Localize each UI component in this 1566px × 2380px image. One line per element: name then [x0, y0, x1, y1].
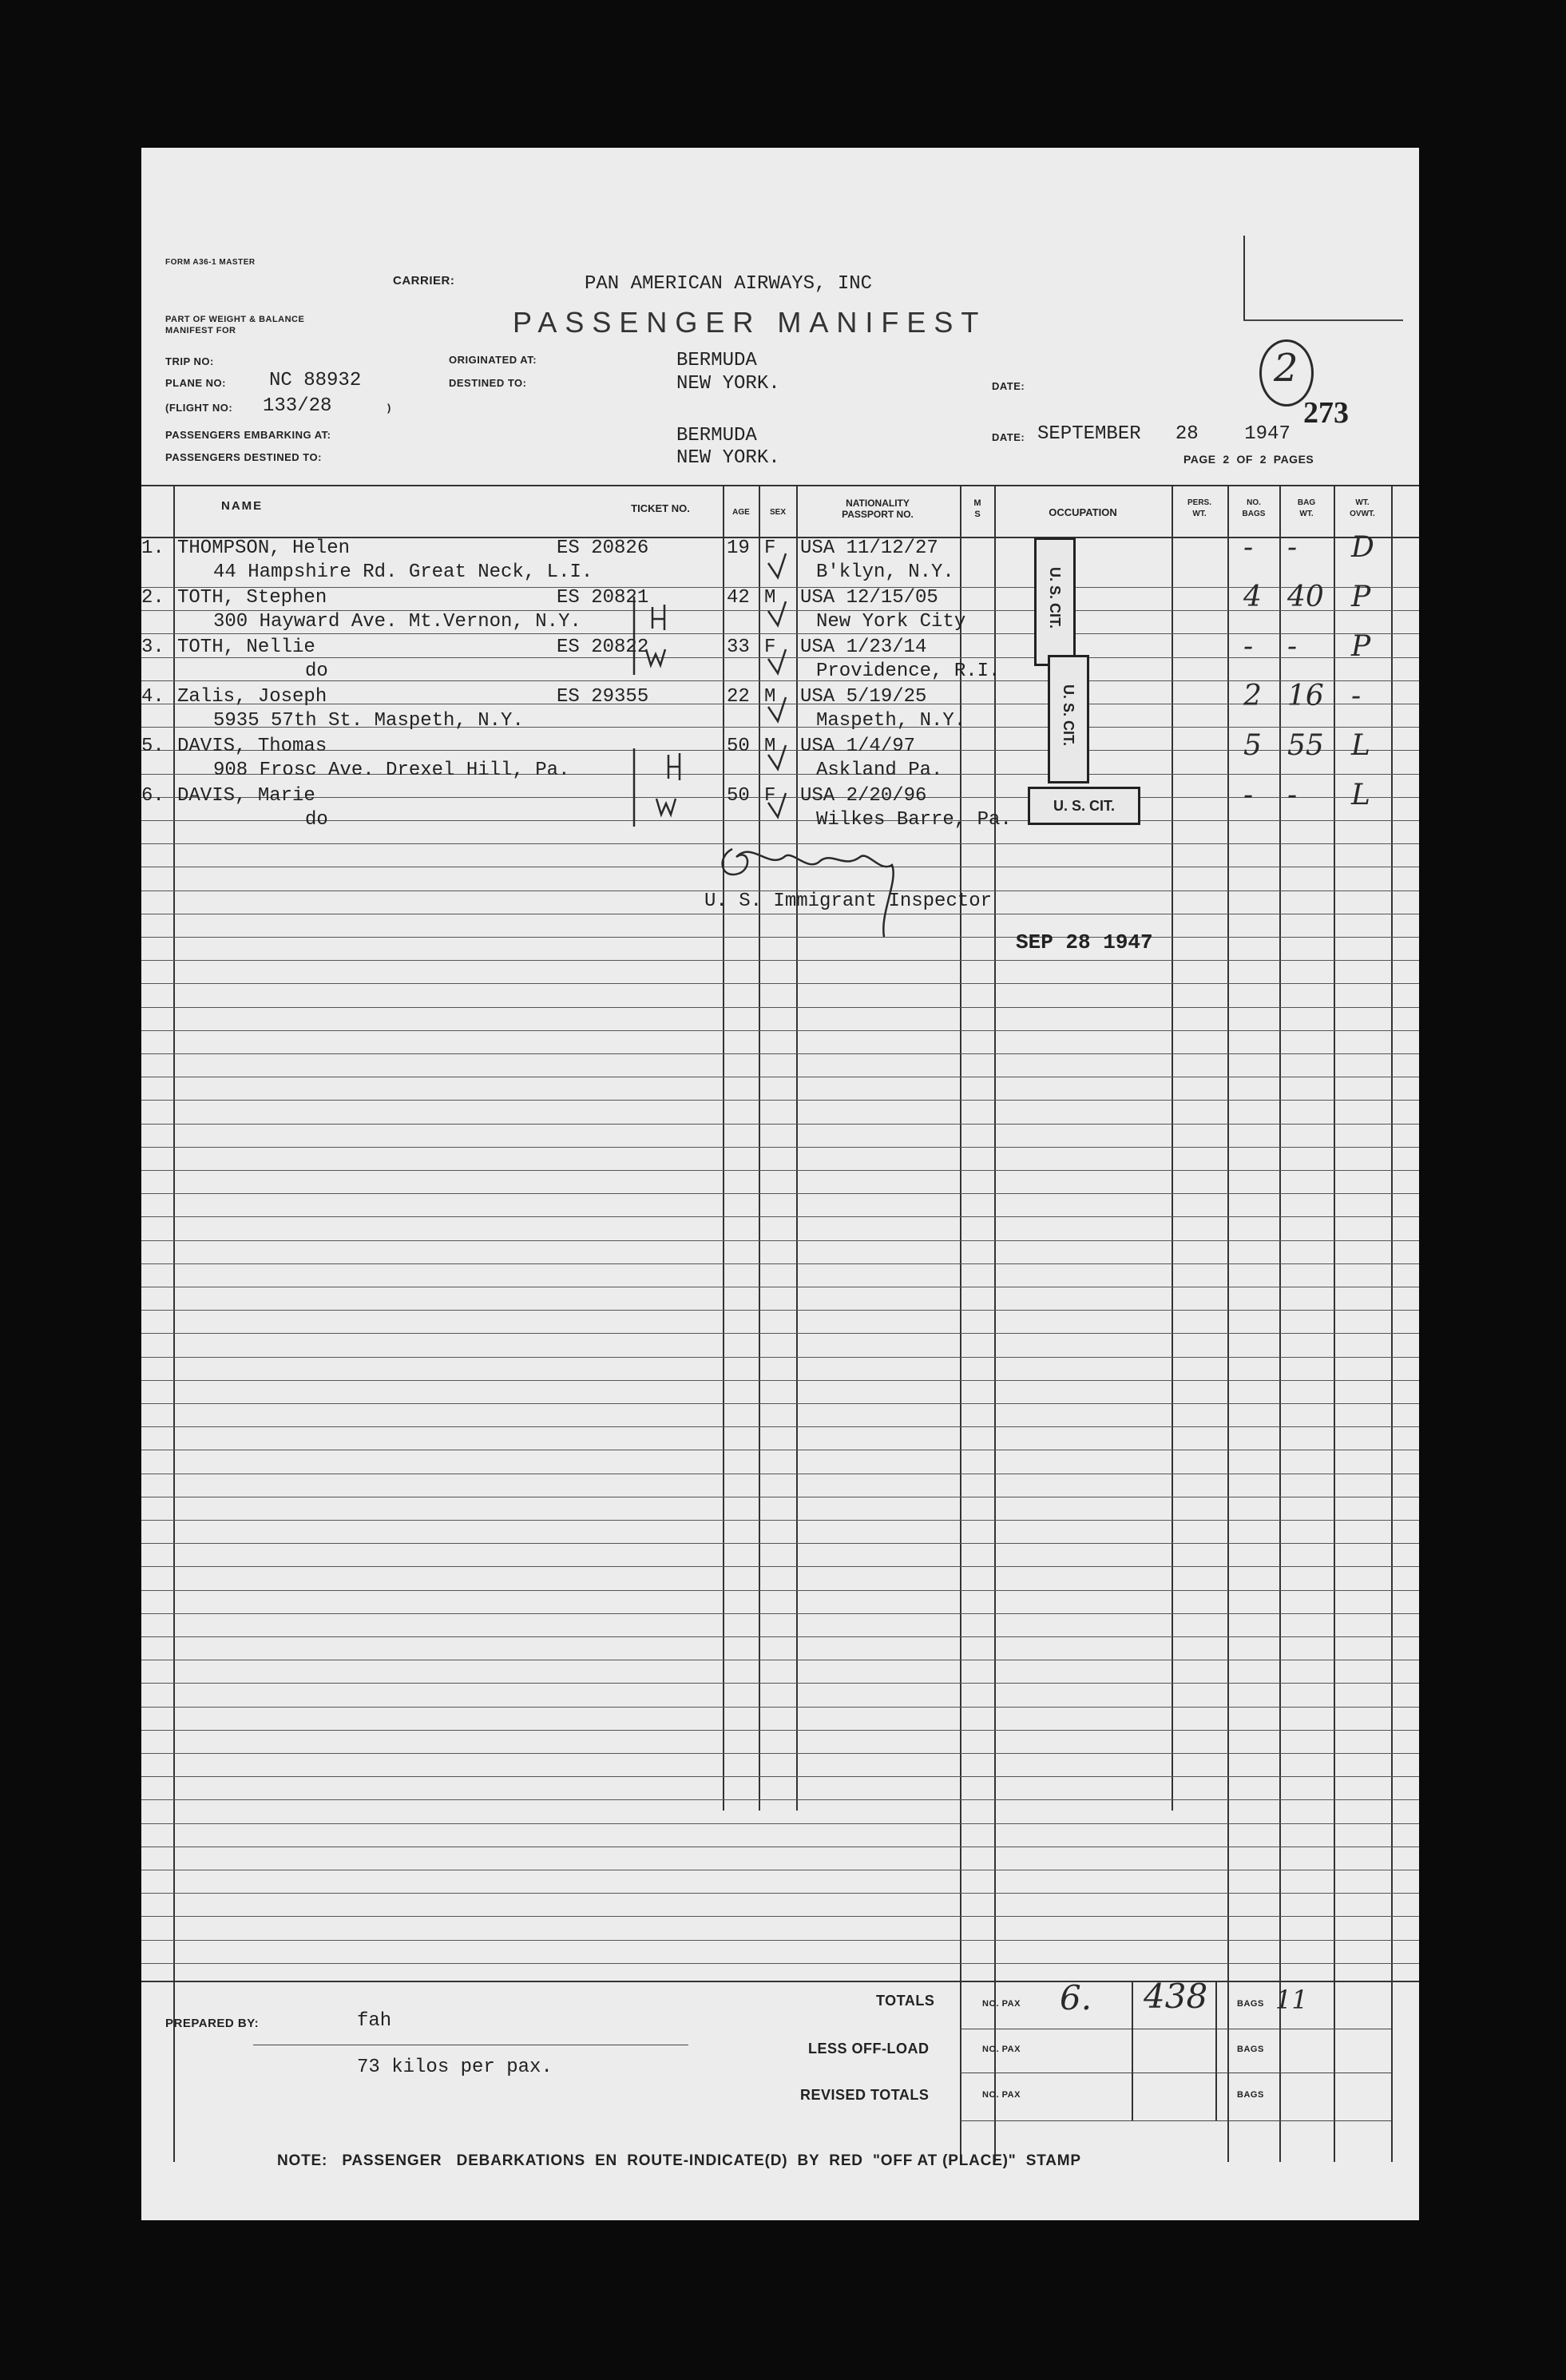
rule-line: [141, 1403, 1419, 1404]
col-header-ms: M S: [973, 498, 981, 519]
rule-line: [141, 1893, 1419, 1894]
rule-line: [141, 1776, 1419, 1777]
carrier-label: CARRIER:: [393, 274, 455, 288]
nationality: USA 12/15/05: [800, 587, 938, 609]
footer-bottom: [960, 2120, 1391, 2121]
birthplace: Wilkes Barre, Pa.: [816, 809, 1012, 831]
passenger-name: Zalis, Joseph: [177, 686, 327, 708]
inspector-title: U. S. Immigrant Inspector: [704, 891, 993, 912]
ticket-no: ES 29355: [557, 686, 649, 708]
passenger-age: 42: [727, 587, 750, 609]
passenger-sex: M: [764, 587, 776, 609]
rule-line: [141, 1380, 1419, 1381]
overweight-code: L: [1351, 729, 1370, 762]
birthplace: B'klyn, N.Y.: [816, 561, 954, 583]
plane-no-label: PLANE NO:: [165, 377, 226, 389]
no-pax-label-1: NO. PAX: [982, 1999, 1021, 2009]
passenger-address: 44 Hampshire Rd. Great Neck, L.I.: [213, 561, 593, 583]
us-cit-stamp-horizontal: U. S. CIT.: [1028, 787, 1140, 825]
destined-to-label: PASSENGERS DESTINED TO:: [165, 451, 322, 463]
originated-label: ORIGINATED AT:: [449, 354, 537, 366]
destined-value: NEW YORK.: [676, 373, 780, 395]
passenger-name: THOMPSON, Helen: [177, 537, 351, 559]
rule-line: [141, 1613, 1419, 1614]
rule-line: [141, 1520, 1419, 1521]
row-number: 6.: [141, 785, 165, 807]
row-number: 5.: [141, 736, 165, 757]
flight-no-value: 133/28: [263, 395, 332, 417]
col-header-no-bags: NO. BAGS: [1242, 498, 1266, 518]
form-code: FORM A36-1 MASTER: [165, 258, 256, 267]
row-number: 2.: [141, 587, 165, 609]
footer-top-border: [141, 1981, 1419, 1982]
bag-weight: 16: [1287, 680, 1324, 712]
bag-count: -: [1243, 531, 1254, 564]
birthplace: Providence, R.I.: [816, 660, 1001, 682]
revised-totals-label: REVISED TOTALS: [800, 2087, 930, 2103]
prepared-by-label: PREPARED BY:: [165, 2017, 260, 2030]
rule-line: [141, 1753, 1419, 1754]
row-number: 1.: [141, 537, 165, 559]
col-header-nationality: NATIONALITY PASSPORT NO.: [842, 498, 914, 520]
nationality: USA 5/19/25: [800, 686, 927, 708]
page-info: PAGE 2 OF 2 PAGES: [1183, 453, 1314, 466]
col-header-ticket: TICKET NO.: [631, 502, 690, 514]
page-stamp-number: 273: [1303, 396, 1349, 430]
col-header-occupation: OCCUPATION: [1049, 506, 1117, 518]
embarking-label: PASSENGERS EMBARKING AT:: [165, 429, 331, 441]
no-pax-label-2: NO. PAX: [982, 2045, 1021, 2054]
passenger-age: 50: [727, 785, 750, 807]
passenger-sex: M: [764, 686, 776, 708]
passenger-age: 22: [727, 686, 750, 708]
trip-no-label: TRIP NO:: [165, 355, 214, 367]
passenger-address: 5935 57th St. Maspeth, N.Y.: [213, 710, 524, 732]
date-label: DATE:: [992, 380, 1025, 392]
rule-line: [141, 1333, 1419, 1334]
rule-line: [141, 1940, 1419, 1941]
manifest-sheet: [141, 148, 1419, 2220]
passenger-sex: M: [764, 736, 776, 757]
bag-count: -: [1243, 630, 1254, 663]
bag-weight: -: [1287, 779, 1298, 811]
rule-line: [141, 1799, 1419, 1800]
overweight-code: D: [1351, 531, 1374, 564]
footer-col-1: [1132, 1981, 1133, 2120]
row-number: 3.: [141, 637, 165, 658]
bag-weight: 40: [1287, 581, 1324, 613]
bags-label-2: BAGS: [1237, 2045, 1264, 2054]
bag-weight: -: [1287, 630, 1298, 663]
rule-line: [141, 1240, 1419, 1241]
rule-line: [141, 1683, 1419, 1684]
birthplace: New York City: [816, 611, 966, 633]
rule-line: [141, 1263, 1419, 1264]
col-header-age: AGE: [732, 508, 750, 517]
passenger-name: TOTH, Nellie: [177, 637, 315, 658]
less-offload-label: LESS OFF-LOAD: [808, 2041, 930, 2057]
kilos-note: 73 kilos per pax.: [357, 2057, 553, 2078]
total-pax-value: 6.: [1060, 1978, 1092, 2017]
row-number: 4.: [141, 686, 165, 708]
destined-to-value: NEW YORK.: [676, 447, 780, 469]
passenger-sex: F: [764, 785, 776, 807]
flight-no-close: ): [387, 402, 391, 414]
rule-line: [141, 1357, 1419, 1358]
bag-weight: 55: [1287, 729, 1324, 762]
bags-label-1: BAGS: [1237, 1999, 1264, 2009]
bag-count: 5: [1243, 729, 1262, 762]
no-pax-label-3: NO. PAX: [982, 2090, 1021, 2100]
us-cit-stamp-vertical-1: U. S. CIT.: [1034, 537, 1076, 666]
nationality: USA 2/20/96: [800, 785, 927, 807]
nationality: USA 1/4/97: [800, 736, 916, 757]
passenger-address: 908 Frosc Ave. Drexel Hill, Pa.: [213, 760, 570, 781]
rule-line: [141, 1170, 1419, 1171]
embarking-value: BERMUDA: [676, 425, 757, 446]
rule-line: [141, 1310, 1419, 1311]
bags-label-3: BAGS: [1237, 2090, 1264, 2100]
circled-number-value: 2: [1274, 346, 1298, 391]
date2-value: SEPTEMBER 28 1947: [1037, 423, 1290, 445]
rule-line: [141, 1030, 1419, 1031]
destined-label: DESTINED TO:: [449, 377, 527, 389]
col-header-name: NAME: [221, 499, 264, 513]
prepared-by-value: fah: [357, 2010, 392, 2032]
passenger-name: TOTH, Stephen: [177, 587, 327, 609]
birthplace: Maspeth, N.Y.: [816, 710, 966, 732]
rule-line: [141, 1590, 1419, 1591]
bag-count: -: [1243, 779, 1254, 811]
passenger-age: 33: [727, 637, 750, 658]
overweight-code: P: [1351, 630, 1371, 663]
passenger-address: do: [305, 809, 328, 831]
ticket-no: ES 20821: [557, 587, 649, 609]
rule-line: [141, 1636, 1419, 1637]
rule-line: [141, 1823, 1419, 1824]
rule-line: [141, 1426, 1419, 1427]
passenger-address: do: [305, 660, 328, 682]
date2-label: DATE:: [992, 431, 1025, 443]
passenger-name: DAVIS, Thomas: [177, 736, 327, 757]
nationality: USA 11/12/27: [800, 537, 938, 559]
rule-line: [141, 1707, 1419, 1708]
flight-no-label: (FLIGHT NO:: [165, 402, 233, 414]
birthplace: Askland Pa.: [816, 760, 943, 781]
total-bags-value: 11: [1275, 1985, 1308, 2015]
ticket-no: ES 20826: [557, 537, 649, 559]
col-header-wt-ovwt: WT. OVWT.: [1350, 498, 1375, 518]
rule-line: [141, 1053, 1419, 1054]
col-header-bag-wt: BAG WT.: [1297, 498, 1316, 518]
inspector-date-stamp: SEP 28 1947: [1016, 930, 1153, 954]
overweight-code: L: [1351, 779, 1370, 811]
rule-line: [141, 1216, 1419, 1217]
rule-line: [141, 1916, 1419, 1917]
rule-line: [141, 1193, 1419, 1194]
overweight-code: -: [1351, 680, 1362, 712]
passenger-sex: F: [764, 637, 776, 658]
plane-no-value: NC 88932: [269, 370, 362, 391]
manifest-title: PASSENGER MANIFEST: [513, 306, 987, 339]
passenger-age: 19: [727, 537, 750, 559]
ticket-no: ES 20822: [557, 637, 649, 658]
bag-count: 4: [1243, 581, 1262, 613]
passenger-name: DAVIS, Marie: [177, 785, 315, 807]
col-header-pers-wt: PERS. WT.: [1187, 498, 1211, 518]
bag-weight: -: [1287, 531, 1298, 564]
rule-line: [141, 1543, 1419, 1544]
us-cit-stamp-vertical-2: U. S. CIT.: [1048, 655, 1089, 783]
nationality: USA 1/23/14: [800, 637, 927, 658]
passenger-age: 50: [727, 736, 750, 757]
overweight-code: P: [1351, 581, 1371, 613]
rule-line: [141, 1124, 1419, 1125]
rule-line: [141, 1100, 1419, 1101]
part-of-label: PART OF WEIGHT & BALANCE MANIFEST FOR: [165, 315, 305, 335]
rule-line: [141, 1566, 1419, 1567]
rule-line: [141, 1846, 1419, 1847]
rule-line: [141, 1730, 1419, 1731]
originated-value: BERMUDA: [676, 350, 757, 371]
rule-line: [141, 1147, 1419, 1148]
totals-label: TOTALS: [876, 1993, 935, 2009]
debarkation-note: NOTE: PASSENGER DEBARKATIONS EN ROUTE-INDICATE(D) BY RED "OFF AT (PLACE)" STAMP: [277, 2152, 1081, 2169]
bag-count: 2: [1243, 680, 1262, 712]
passenger-sex: F: [764, 537, 776, 559]
rule-line: [141, 1963, 1419, 1964]
col-header-sex: SEX: [769, 508, 786, 517]
carrier-name: PAN AMERICAN AIRWAYS, INC: [585, 273, 873, 295]
footer-col-2: [1215, 1981, 1217, 2120]
total-weight-value: 438: [1144, 1977, 1208, 2016]
passenger-address: 300 Hayward Ave. Mt.Vernon, N.Y.: [213, 611, 581, 633]
